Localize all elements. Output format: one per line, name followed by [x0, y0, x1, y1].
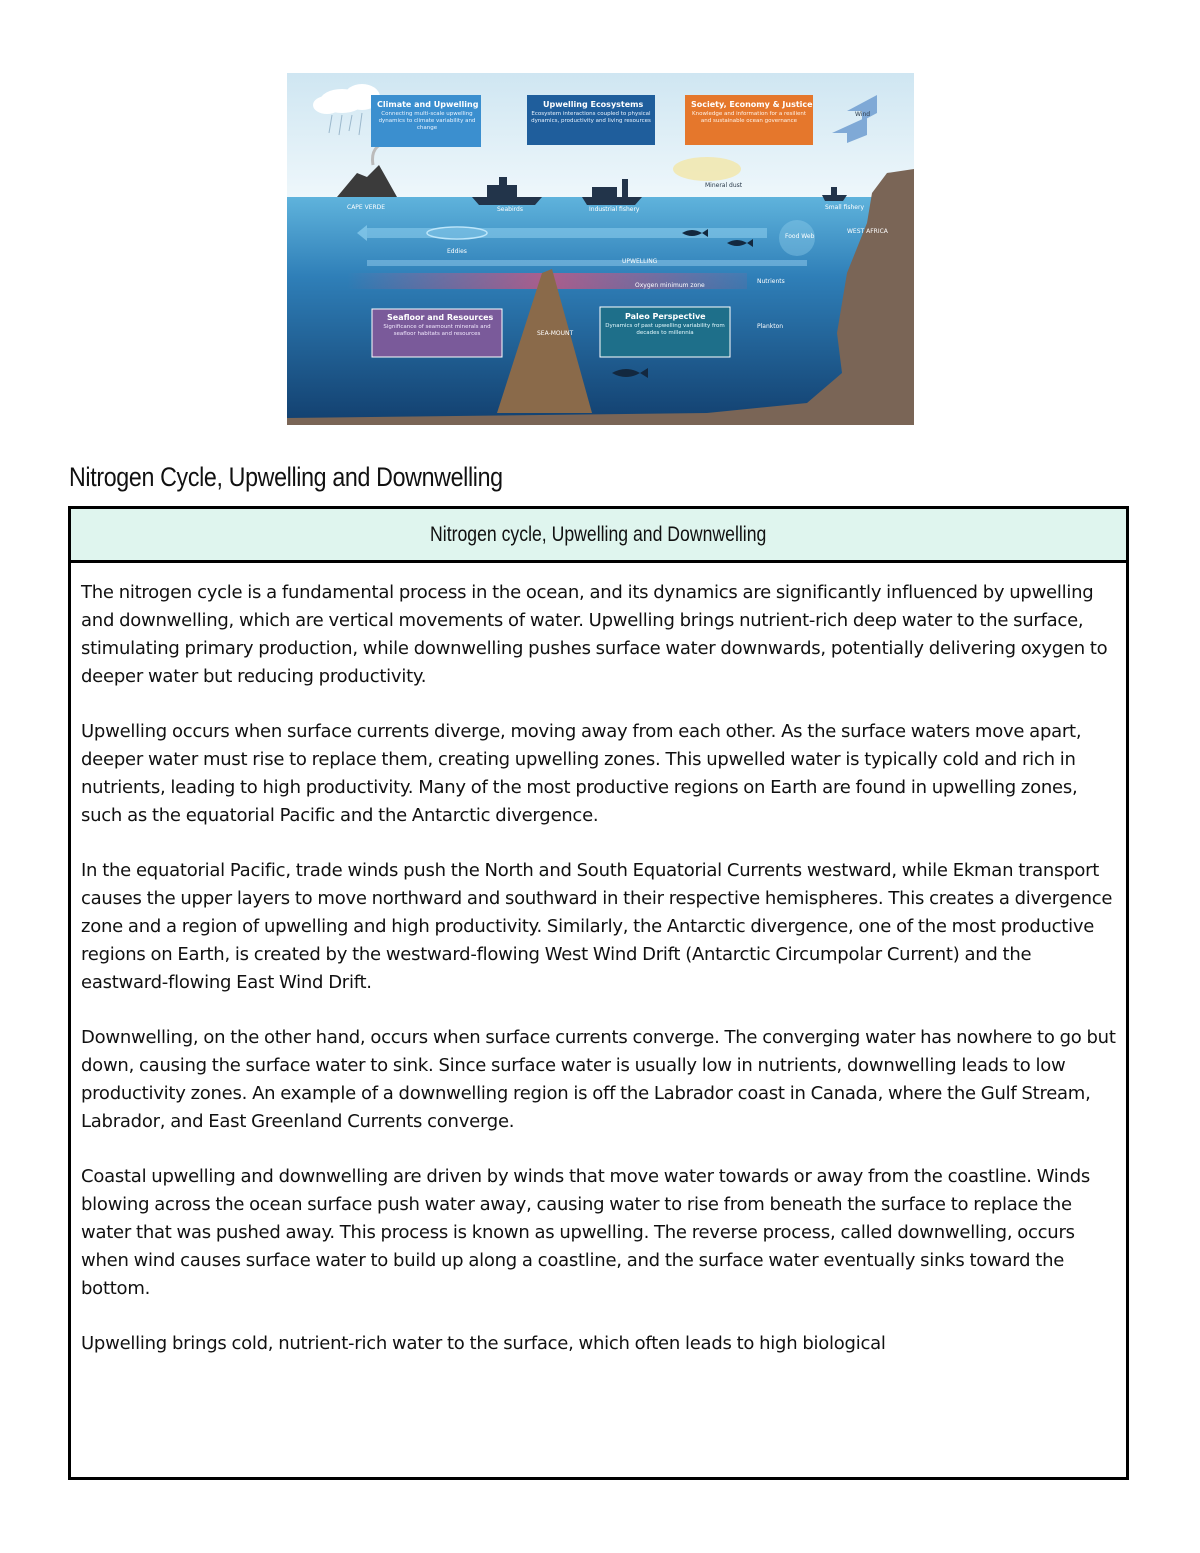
table-header-text: Nitrogen cycle, Upwelling and Downwelling — [430, 522, 767, 546]
plankton-label: Plankton — [757, 323, 784, 330]
food-web-label: Food Web — [785, 233, 815, 240]
ecosystems-box-title: Upwelling Ecosystems — [543, 100, 644, 109]
cape-verde-label: CAPE VERDE — [347, 204, 386, 211]
society-box-text: Knowledge and information for a resilient and sustainable ocean governance — [692, 111, 806, 124]
west-africa-label: WEST AFRICA — [847, 228, 888, 235]
small-fishery-label: Small fishery — [825, 204, 864, 211]
paragraph: Coastal upwelling and downwelling are driven by winds that move water towards or away from the coastline. Winds blowing across the ocean surface push water away, causing water to rise from beneath the surface to replace the water that was pushed away. This process is known as upwelling. The reverse process, called downwelling, occurs when wind causes surface water to build up along a coastline, and the surface water eventually sinks toward the bottom. — [81, 1166, 1091, 1299]
climate-box-text: Connecting multi-scale upwelling dynamics to climate variability and change — [378, 111, 476, 131]
paragraph: Downwelling, on the other hand, occurs when surface currents converge. The converging water has nowhere to go but down, causing the surface water to sink. Since surface water is usually low in nutrients, downwelling leads to low productivity zones. An example of a downwelling region is off the Labrador coast in Canada, where the Gulf Stream, Labrador, and East Greenland Currents converge. — [81, 1027, 1116, 1132]
table-header — [71, 509, 1126, 563]
ecosystems-box-text: Ecosystem interactions coupled to physical dynamics, productivity and living resources — [531, 111, 651, 124]
seamount-label: SEA-MOUNT — [537, 330, 574, 337]
mineral-dust-cloud — [673, 157, 741, 181]
paragraph: Upwelling brings cold, nutrient-rich water to the surface, which often leads to high biological — [81, 1333, 886, 1354]
upwelling-label: UPWELLING — [622, 258, 658, 265]
industrial-fishery-label: Industrial fishery — [589, 206, 640, 213]
eddies-label: Eddies — [447, 248, 467, 255]
seabirds-label: Seabirds — [497, 206, 523, 213]
seafloor-box-title: Seafloor and Resources — [387, 313, 494, 322]
content-table — [68, 506, 1129, 1480]
upwelling-infographic — [287, 73, 914, 425]
nutrients-label: Nutrients — [757, 278, 785, 285]
omz-label: Oxygen minimum zone — [635, 282, 705, 289]
wind-label: Wind — [855, 111, 871, 118]
paleo-box-title: Paleo Perspective — [625, 312, 706, 321]
paragraph: In the equatorial Pacific, trade winds push the North and South Equatorial Currents westward, while Ekman transport causes the upper layers to move northward and southward in their respective hemispheres. This creates a divergence zone and a region of upwelling and high productivity. Similarly, the Antarctic divergence, one of the most productive regions on Earth, is created by the westward-flowing West Wind Drift (Antarctic Circumpolar Current) and the eastward-flowing East Wind Drift. — [81, 860, 1113, 993]
climate-box-title: Climate and Upwelling — [377, 100, 479, 109]
page-title: Nitrogen Cycle, Upwelling and Downwelling — [69, 462, 503, 492]
paleo-box-text: Dynamics of past upwelling variability from decades to millennia — [605, 323, 725, 336]
paragraph: Upwelling occurs when surface currents diverge, moving away from each other. As the surface waters move apart, deeper water must rise to replace them, creating upwelling zones. This upwelled water is typically cold and rich in nutrients, leading to high productivity. Many of the most productive regions on Earth are found in upwelling zones, such as the equatorial Pacific and the Antarctic divergence. — [81, 721, 1082, 826]
seafloor-box-text: Significance of seamount minerals and seafloor habitats and resources — [383, 324, 491, 337]
society-box-title: Society, Economy & Justice — [691, 100, 813, 109]
table-body — [71, 563, 1126, 1358]
paragraph: The nitrogen cycle is a fundamental process in the ocean, and its dynamics are significantly influenced by upwelling and downwelling, which are vertical movements of water. Upwelling brings nutrient-rich deep water to the surface, stimulating primary production, while downwelling pushes surface water downwards, potentially delivering oxygen to deeper water but reducing productivity. — [81, 582, 1108, 687]
mineral-dust-label: Mineral dust — [705, 182, 743, 189]
